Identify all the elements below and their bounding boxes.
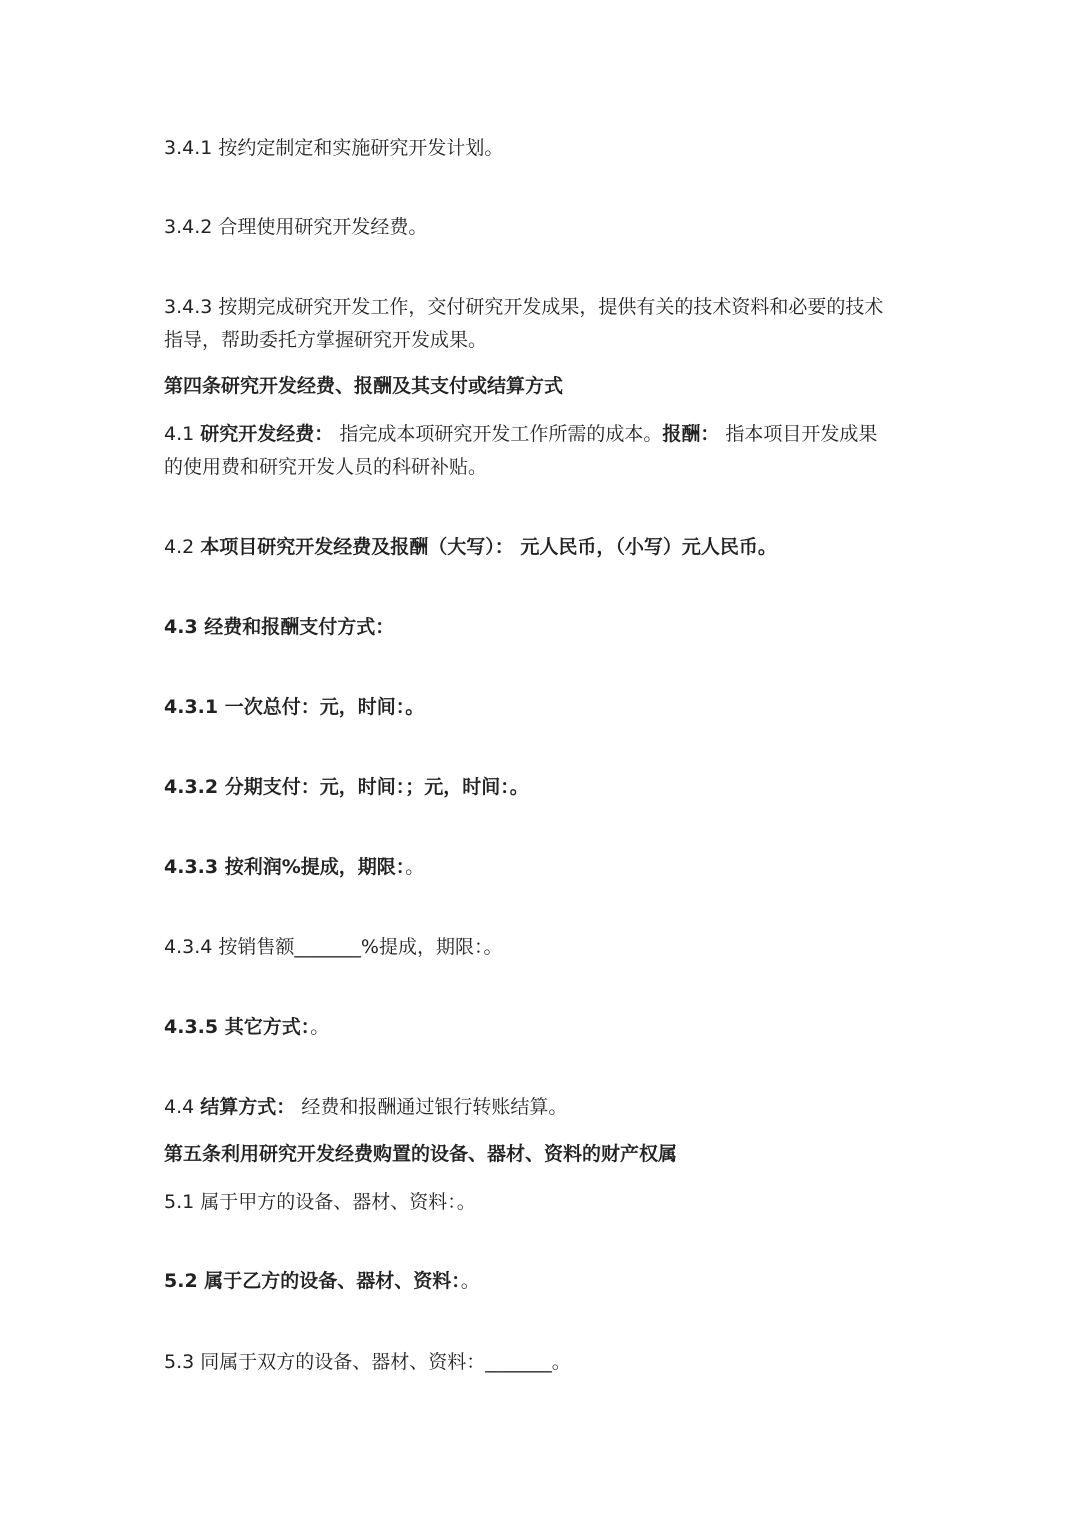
clause-4-2 [164, 531, 924, 563]
clause-4-3-5-end: 。 [310, 1016, 330, 1038]
clause-4-1-number: 4.1 [164, 423, 201, 445]
clause-4-3-2: 4.3.2 分期支付：元，时间：；元，时间：。 [164, 776, 529, 798]
clause-4-3-5 [164, 1011, 924, 1043]
clause-4-3-3-end: 。 [405, 856, 425, 878]
clause-4-1-definition-remuneration: 指本项目开发成果 [719, 423, 878, 445]
clause-4-4 [164, 1091, 924, 1123]
clause-4-2-text: 本项目研究开发经费及报酬（大写）： 元人民币，（小写）元人民币。 [200, 536, 777, 558]
clause-4-1-line1 [164, 418, 924, 450]
clause-4-4-term: 结算方式： [200, 1096, 296, 1118]
clause-5-2-end: 。 [460, 1270, 480, 1292]
clause-4-1-term-funding: 研究开发经费： [200, 423, 334, 445]
clause-3-4-3-line2: 指导，帮助委托方掌握研究开发成果。 [164, 329, 488, 351]
clause-4-3: 4.3 经费和报酬支付方式： [164, 616, 395, 638]
clause-4-1-definition-funding: 指完成本项研究开发工作所需的成本。 [333, 423, 663, 445]
clause-4-4-text: 经费和报酬通过银行转账结算。 [295, 1096, 568, 1118]
clause-4-1-term-remuneration: 报酬： [662, 423, 720, 445]
clause-5-1: 5.1 属于甲方的设备、器材、资料：。 [164, 1191, 476, 1213]
clause-5-3: 5.3 同属于双方的设备、器材、资料：_______。 [164, 1351, 571, 1373]
clause-4-3-4: 4.3.4 按销售额_______%提成，期限：。 [164, 936, 503, 958]
clause-4-3-3 [164, 851, 924, 883]
article-4-heading: 第四条研究开发经费、报酬及其支付或结算方式 [164, 375, 564, 397]
clause-4-3-3-text: 4.3.3 按利润%提成，期限： [164, 856, 406, 878]
clause-4-3-5-text: 4.3.5 其它方式： [164, 1016, 311, 1038]
clause-3-4-1: 3.4.1 按约定制定和实施研究开发计划。 [164, 137, 504, 159]
clause-4-2-number: 4.2 [164, 536, 201, 558]
clause-3-4-3-line1: 3.4.3 按期完成研究开发工作，交付研究开发成果，提供有关的技术资料和必要的技术 [164, 296, 884, 318]
clause-3-4-2: 3.4.2 合理使用研究开发经费。 [164, 216, 428, 238]
clause-4-1-line2: 的使用费和研究开发人员的科研补贴。 [164, 456, 488, 478]
clause-5-2 [164, 1265, 924, 1297]
clause-4-3-1: 4.3.1 一次总付：元，时间：。 [164, 696, 425, 718]
clause-4-4-number: 4.4 [164, 1096, 201, 1118]
article-5-heading: 第五条利用研究开发经费购置的设备、器材、资料的财产权属 [164, 1143, 678, 1165]
clause-5-2-text: 5.2 属于乙方的设备、器材、资料： [164, 1270, 461, 1292]
